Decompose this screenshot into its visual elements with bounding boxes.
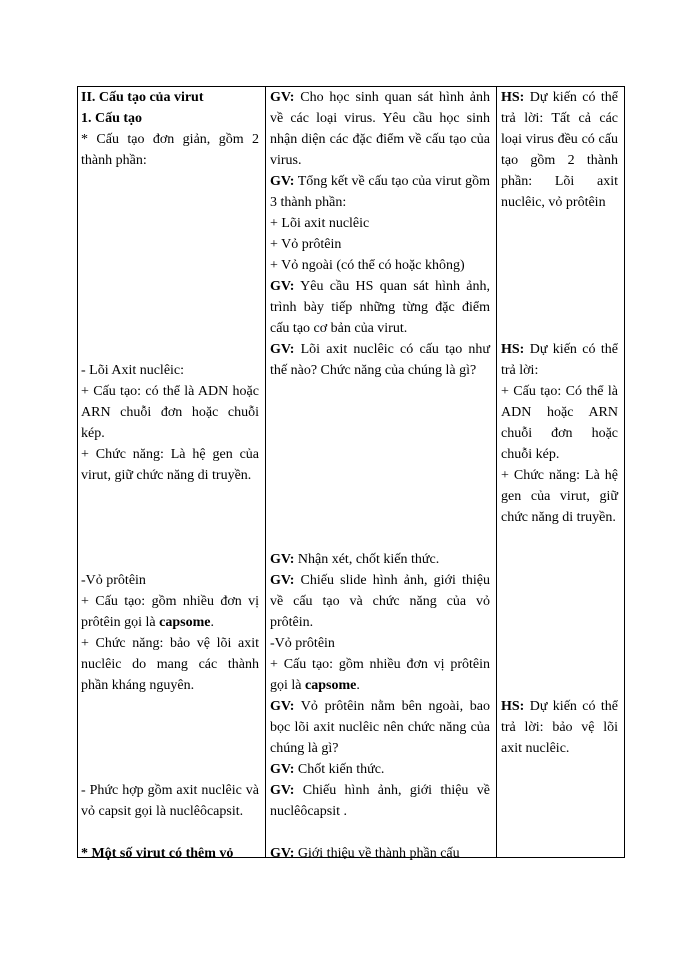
teacher-activity-5: GV: Nhận xét, chốt kiến thức. <box>270 552 440 567</box>
teacher-activity-1: GV: Cho học sinh quan sát hình ảnh về các loại virus. Yêu cầu học sinh nhận diện các đặc điểm về cấu tạo của virus. <box>270 90 490 168</box>
student-answer-2-structure: + Cấu tạo: Có thể là ADN hoặc ARN chuỗi đơn hoặc chuỗi kép. <box>501 384 618 462</box>
core-function: + Chức năng: Là hệ gen của virut, giữ chức năng di truyền. <box>81 447 259 483</box>
subsection-title: 1. Cấu tạo <box>81 111 143 126</box>
core-structure: + Cấu tạo: có thể là ADN hoặc ARN chuỗi đơn hoặc chuỗi kép. <box>81 384 259 441</box>
section-title: II. Cấu tạo của virut <box>81 90 204 105</box>
student-answer-1: HS: Dự kiến có thể trả lời: Tất cả các loại virus đều có cấu tạo gồm 2 thành phần: Lõi axit nuclêic, vỏ prôtêin <box>501 90 618 210</box>
nucleocapsid-complex: - Phức hợp gồm axit nuclêic và vỏ capsit gọi là nuclêôcapsit. <box>81 783 259 819</box>
teacher-activity-8: GV: Chốt kiến thức. <box>270 762 385 777</box>
capsid-function: + Chức năng: bảo vệ lõi axit nuclêic do mang các thành phần kháng nguyên. <box>81 636 259 693</box>
capsid-structure: + Cấu tạo: gồm nhiều đơn vị prôtêin gọi là capsome. <box>81 594 259 630</box>
teacher-activity-6: GV: Chiếu slide hình ảnh, giới thiệu về cấu tạo và chức năng của vỏ prôtêin. <box>270 573 490 630</box>
capsome-term-mid: capsome <box>305 678 357 693</box>
core-heading: - Lõi Axit nuclêic: <box>81 363 185 378</box>
component-envelope: + Vỏ ngoài (có thể có hoặc không) <box>270 258 465 273</box>
teacher-activity-2: GV: Tổng kết về cấu tạo của virut gồm 3 thành phần: <box>270 174 490 210</box>
teacher-activity-10: GV: Giới thiệu về thành phần cấu <box>270 846 460 861</box>
student-answer-2-function: + Chức năng: Là hệ gen của virut, giữ chức năng di truyền. <box>501 468 618 525</box>
component-capsid: + Vỏ prôtêin <box>270 237 342 252</box>
capsid-heading: -Vỏ prôtêin <box>81 573 146 588</box>
teacher-activity-9: GV: Chiếu hình ảnh, giới thiệu về nuclêôcapsit . <box>270 783 490 819</box>
capsid-structure-mid: + Cấu tạo: gồm nhiều đơn vị prôtêin gọi là capsome. <box>270 657 490 693</box>
table-border-right <box>624 86 625 858</box>
column-divider-2 <box>496 86 497 858</box>
component-core: + Lõi axit nuclêic <box>270 216 370 231</box>
student-answer-3: HS: Dự kiến có thể trả lời: bảo vệ lõi axit nuclêic. <box>501 699 618 756</box>
table-border-left <box>77 86 78 858</box>
teacher-activity-7: GV: Vỏ prôtêin nằm bên ngoài, bao bọc lõi axit nuclêic nên chức năng của chúng là gì? <box>270 699 490 756</box>
teacher-activity-3: GV: Yêu cầu HS quan sát hình ảnh, trình bày tiếp những từng đặc điểm cấu tạo cơ bản của virut. <box>270 279 490 336</box>
column-divider-1 <box>265 86 266 858</box>
teacher-activity-4: GV: Lõi axit nuclêic có cấu tạo như thế nào? Chức năng của chúng là gì? <box>270 342 490 378</box>
structure-intro: * Cấu tạo đơn giản, gồm 2 thành phần: <box>81 132 259 168</box>
student-answer-2: HS: Dự kiến có thể trả lời: <box>501 342 618 378</box>
envelope-start: * Một số virut có thêm vỏ <box>81 846 234 861</box>
capsome-term: capsome <box>159 615 211 630</box>
capsid-heading-mid: -Vỏ prôtêin <box>270 636 335 651</box>
